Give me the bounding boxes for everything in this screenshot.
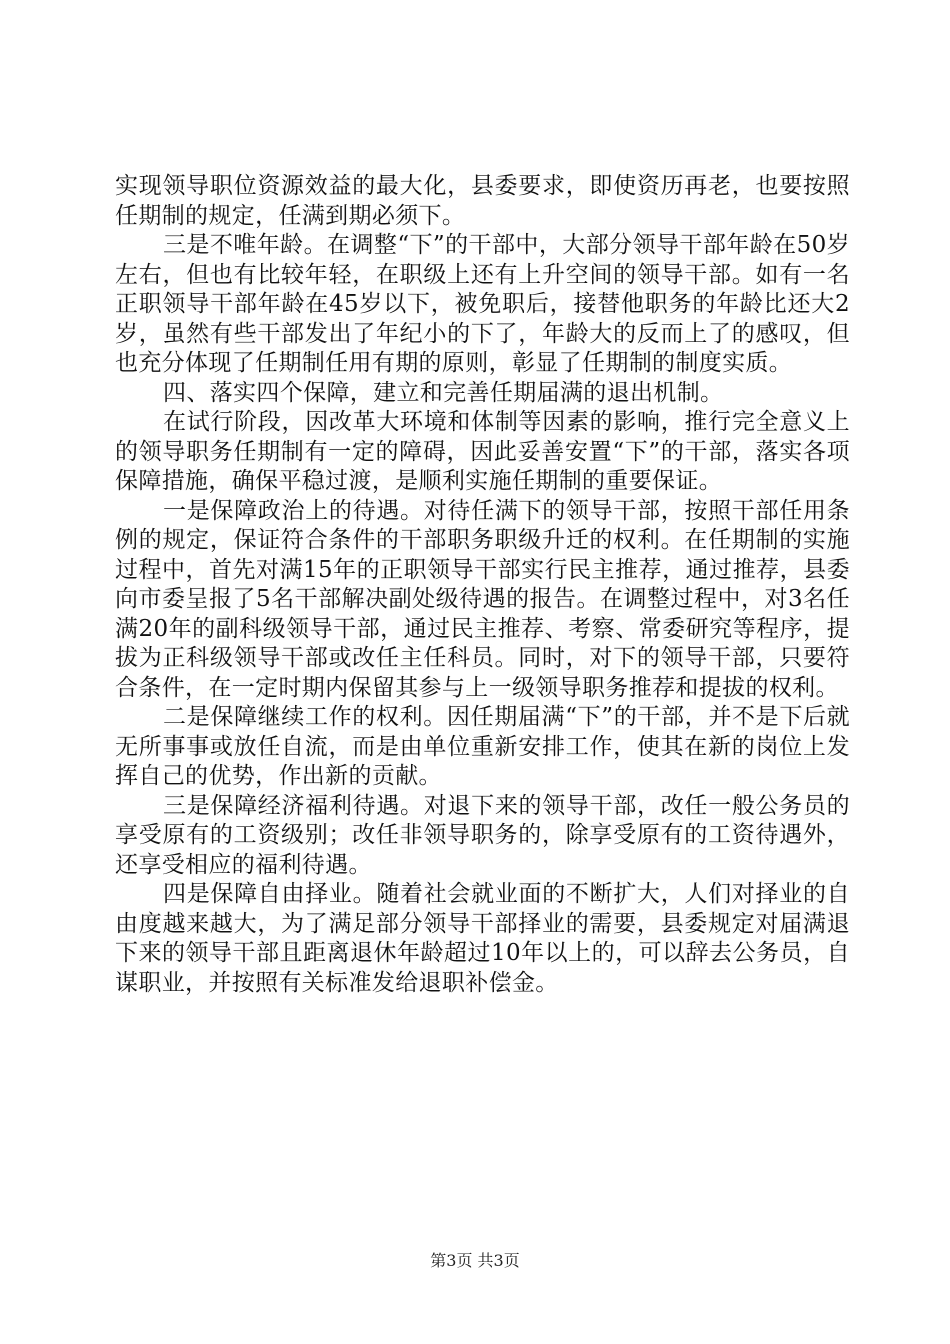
paragraph-welfare: 三是保障经济福利待遇。对退下来的领导干部，改任一般公务员的享受原有的工资级别；改任非领导职务的，除享受原有的工资待遇外，还享受相应的福利待遇。: [115, 792, 850, 878]
paragraph-continuation: 实现领导职位资源效益的最大化，县委要求，即使资历再老，也要按照任期制的规定，任满到期必须下。: [115, 173, 850, 229]
paragraph-career-choice: 四是保障自由择业。随着社会就业面的不断扩大，人们对择业的自由度越来越大，为了满足部分领导干部择业的需要，县委规定对届满退下来的领导干部且距离退休年龄超过10年以上的，可以辞去公务员，自谋职业，并按照有关标准发给退职补偿金。: [115, 881, 850, 996]
page-number-footer: 第3页 共3页: [430, 1251, 520, 1270]
document-body: [115, 172, 850, 998]
paragraph-age: 三是不唯年龄。在调整“下”的干部中，大部分领导干部年龄在50岁左右，但也有比较年轻，在职级上还有上升空间的领导干部。如有一名正职领导干部年龄在45岁以下，被免职后，接替他职务的年龄比还大2岁，虽然有些干部发出了年纪小的下了，年龄大的反而上了的感叹，但也充分体现了任期制任用有期的原则，彰显了任期制的制度实质。: [115, 232, 850, 376]
paragraph-trial-stage: 在试行阶段，因改革大环境和体制等因素的影响，推行完全意义上的领导职务任期制有一定的障碍，因此妥善安置“下”的干部，落实各项保障措施，确保平稳过渡，是顺利实施任期制的重要保证。: [115, 409, 850, 494]
paragraph-political-treatment: 一是保障政治上的待遇。对待任满下的领导干部，按照干部任用条例的规定，保证符合条件的干部职务职级升迁的权利。在任期制的实施过程中，首先对满15年的正职领导干部实行民主推荐，通过推荐，县委向市委呈报了5名干部解决副处级待遇的报告。在调整过程中，对3名任满20年的副科级领导干部，通过民主推荐、考察、常委研究等程序，提拔为正科级领导干部或改任主任科员。同时，对下的领导干部，只要符合条件，在一定时期内保留其参与上一级领导职务推荐和提拔的权利。: [115, 497, 850, 701]
section-heading-four-guarantees: 四、落实四个保障，建立和完善任期届满的退出机制。: [163, 379, 724, 406]
paragraph-work-rights: 二是保障继续工作的权利。因任期届满“下”的干部，并不是下后就无所事事或放任自流，而是由单位重新安排工作，使其在新的岗位上发挥自己的优势，作出新的贡献。: [115, 704, 850, 789]
